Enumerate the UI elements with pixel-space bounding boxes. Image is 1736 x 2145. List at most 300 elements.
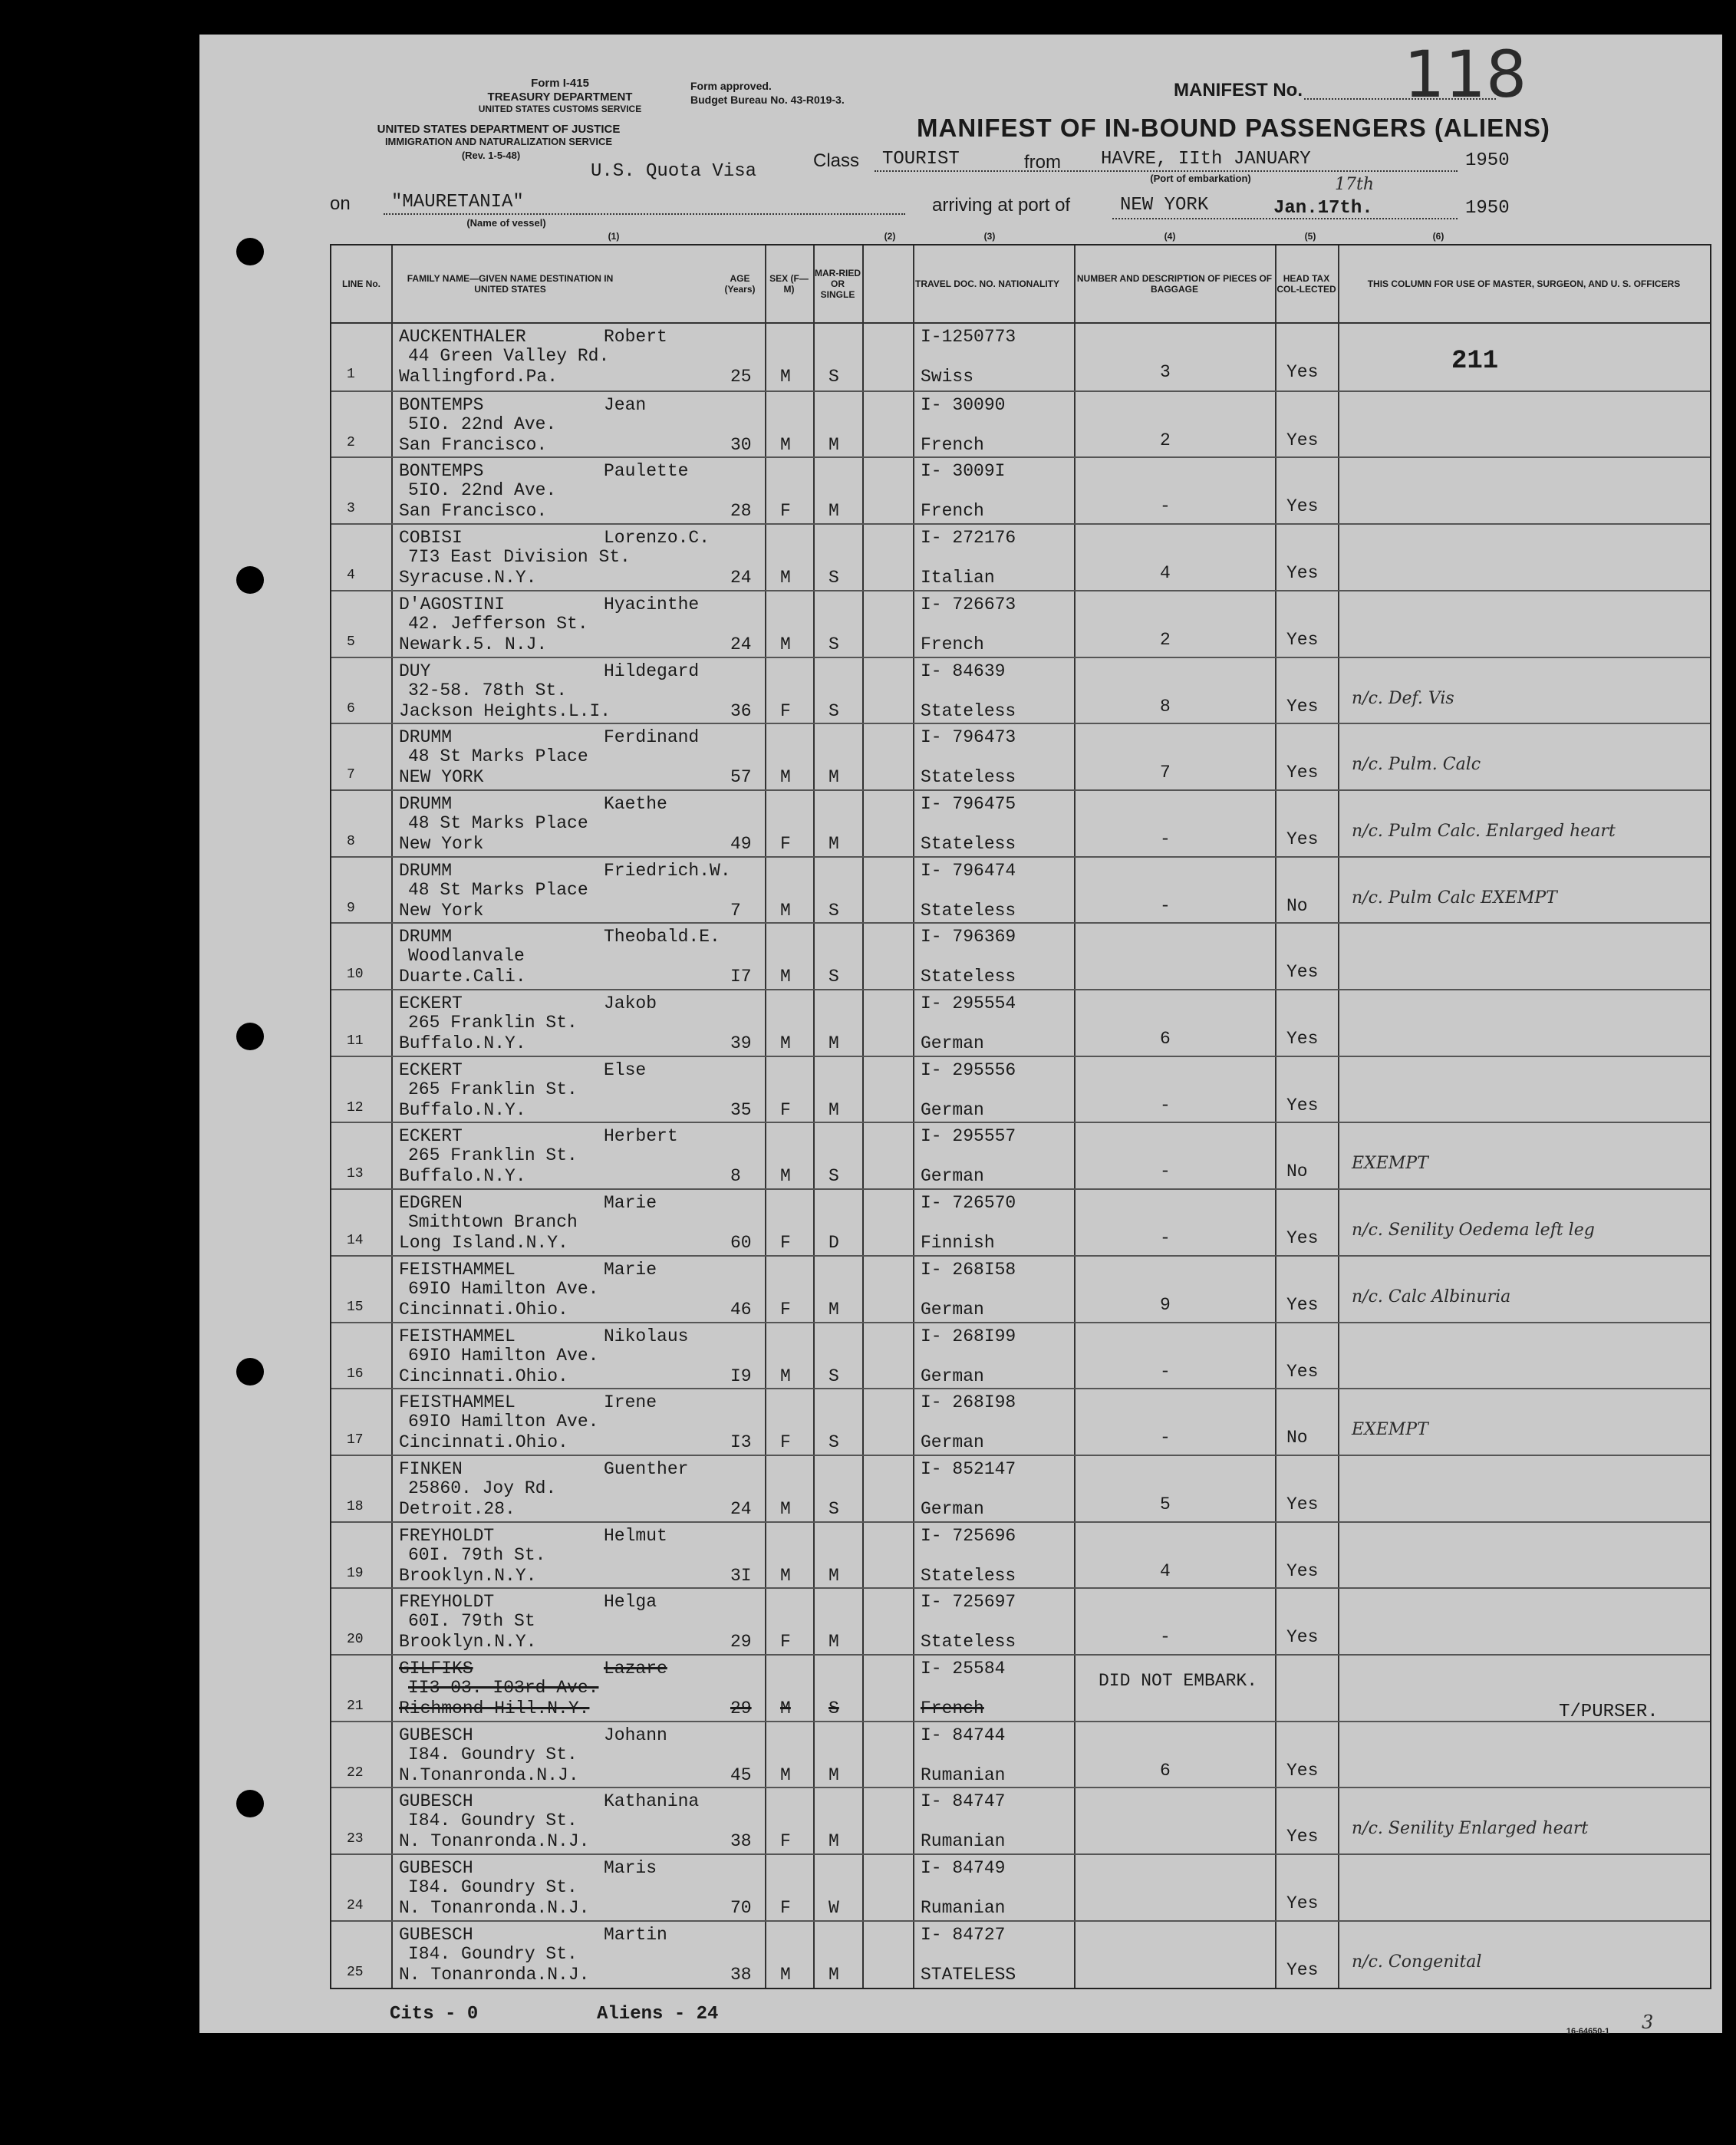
binder-hole [236, 1790, 264, 1817]
given-name: Maris [604, 1858, 657, 1879]
address: 69IO Hamilton Ave. [408, 1278, 599, 1299]
address: 25860. Joy Rd. [408, 1478, 557, 1498]
marital-status: M [828, 1033, 839, 1053]
age: 8 [730, 1166, 741, 1187]
given-name: Hyacinthe [604, 594, 700, 615]
age: 38 [730, 1831, 752, 1852]
baggage-count: - [1160, 1095, 1171, 1115]
travel-doc-no: I- 84749 [921, 1858, 1006, 1879]
destination-city: Cincinnati.Ohio. [399, 1432, 568, 1453]
given-name: Herbert [604, 1126, 678, 1147]
table-row [331, 989, 1710, 1056]
baggage-count: - [1160, 1361, 1171, 1382]
marital-status: M [828, 1764, 839, 1785]
vessel-name: "MAURETANIA" [391, 192, 524, 213]
line-number: 18 [347, 1498, 364, 1514]
line-number: 7 [347, 767, 355, 783]
age: 35 [730, 1099, 752, 1120]
binder-hole [236, 566, 264, 594]
given-name: Hildegard [604, 661, 700, 681]
given-name: Ferdinand [604, 727, 700, 748]
family-name: DRUMM [399, 793, 453, 814]
address: 48 St Marks Place [408, 812, 588, 833]
address: 5IO. 22nd Ave. [408, 414, 557, 434]
treasury-dept: TREASURY DEPARTMENT [487, 91, 633, 104]
address: Woodlanvale [408, 946, 525, 967]
revision: (Rev. 1-5-48) [461, 150, 521, 161]
head-tax: No [1286, 1161, 1308, 1182]
address: 69IO Hamilton Ave. [408, 1412, 599, 1432]
travel-doc-no: I- 852147 [921, 1458, 1016, 1479]
table-row [331, 1388, 1710, 1455]
travel-doc-no: I- 295556 [921, 1059, 1016, 1080]
destination-city: N. Tonanronda.N.J. [399, 1831, 590, 1852]
nationality: Italian [921, 568, 995, 588]
line-number: 16 [347, 1366, 364, 1382]
travel-doc-no: I- 84747 [921, 1791, 1006, 1812]
table-row [331, 1920, 1710, 1987]
age: 57 [730, 767, 752, 788]
col-num-2: (2) [884, 231, 896, 242]
given-name: Paulette [604, 461, 689, 482]
address: 7I3 East Division St. [408, 547, 631, 568]
marital-status: S [828, 1498, 839, 1519]
destination-city: Cincinnati.Ohio. [399, 1366, 568, 1386]
destination-city: Syracuse.N.Y. [399, 568, 537, 588]
line-number: 21 [347, 1699, 364, 1714]
destination-city: Cincinnati.Ohio. [399, 1299, 568, 1320]
age: 30 [730, 434, 752, 455]
manifest-number: 118 [1404, 37, 1527, 112]
head-tax: Yes [1286, 1228, 1319, 1249]
table-row [331, 1322, 1710, 1389]
family-name: GUBESCH [399, 1858, 473, 1879]
table-row [331, 590, 1710, 657]
sex: M [780, 1166, 791, 1187]
line-number: 11 [347, 1033, 364, 1049]
head-tax: Yes [1286, 1361, 1319, 1382]
col-baggage: NUMBER AND DESCRIPTION OF PIECES OF BAGGAGE [1076, 273, 1273, 295]
family-name: GILFIKS [399, 1659, 473, 1679]
destination-city: Brooklyn.N.Y. [399, 1565, 537, 1586]
address: I84. Goundry St. [408, 1943, 578, 1964]
destination-city: N.Tonanronda.N.J. [399, 1764, 579, 1785]
baggage-count: 4 [1160, 563, 1171, 584]
table-row [331, 856, 1710, 923]
table-row [331, 789, 1710, 856]
head-tax: Yes [1286, 1494, 1319, 1514]
travel-doc-no: I- 295557 [921, 1126, 1016, 1147]
table-row [331, 1056, 1710, 1122]
travel-doc-no: I- 25584 [921, 1659, 1006, 1679]
destination-city: Buffalo.N.Y. [399, 1033, 526, 1053]
family-name: BONTEMPS [399, 461, 484, 482]
given-name: Jakob [604, 993, 657, 1013]
line-number: 3 [347, 501, 355, 517]
line-number: 6 [347, 700, 355, 717]
col-sex: SEX (F—M) [769, 273, 809, 295]
sex: F [780, 1831, 791, 1852]
col-num-6: (6) [1432, 231, 1444, 242]
travel-doc-no: I- 84639 [921, 661, 1006, 681]
marital-status: S [828, 634, 839, 654]
nationality: French [921, 434, 984, 455]
address: 42. Jefferson St. [408, 613, 588, 634]
head-tax: Yes [1286, 496, 1319, 517]
line-number: 5 [347, 634, 355, 650]
address: 265 Franklin St. [408, 1145, 578, 1166]
officer-note: n/c. Pulm Calc. Enlarged heart [1352, 821, 1616, 841]
travel-doc-no: I- 268I98 [921, 1392, 1016, 1413]
table-row [331, 1787, 1710, 1853]
baggage-count: 2 [1160, 629, 1171, 650]
table-row [331, 922, 1710, 989]
nationality: German [921, 1366, 984, 1386]
nationality: Swiss [921, 367, 974, 387]
sex: M [780, 967, 791, 987]
travel-doc-no: I- 725697 [921, 1592, 1016, 1613]
nationality: German [921, 1033, 984, 1053]
head-tax: Yes [1286, 629, 1319, 650]
address: 69IO Hamilton Ave. [408, 1345, 599, 1366]
given-name: Martin [604, 1924, 667, 1945]
given-name: Theobald.E. [604, 927, 720, 947]
head-tax: Yes [1286, 430, 1319, 450]
table-row [331, 1853, 1710, 1920]
given-name: Johann [604, 1725, 667, 1745]
address: I84. Goundry St. [408, 1744, 578, 1764]
head-tax: Yes [1286, 829, 1319, 849]
head-tax: Yes [1286, 763, 1319, 783]
col-age: AGE (Years) [724, 273, 756, 295]
marital-status: M [828, 1632, 839, 1652]
destination-city: Detroit.28. [399, 1498, 516, 1519]
baggage-count: DID NOT EMBARK. [1099, 1671, 1258, 1691]
given-name: Lorenzo.C. [604, 528, 710, 549]
family-name: GUBESCH [399, 1725, 473, 1745]
head-tax: No [1286, 895, 1308, 916]
destination-city: Buffalo.N.Y. [399, 1099, 526, 1120]
family-name: FINKEN [399, 1458, 463, 1479]
line-number: 24 [347, 1898, 364, 1914]
address: Smithtown Branch [408, 1212, 578, 1233]
col-line: LINE No. [342, 278, 380, 289]
sex: M [780, 1366, 791, 1386]
head-tax: Yes [1286, 1029, 1319, 1049]
officer-note: n/c. Def. Vis [1352, 688, 1454, 708]
family-name: D'AGOSTINI [399, 594, 506, 615]
line-number: 17 [347, 1432, 364, 1448]
sex: F [780, 1632, 791, 1652]
sex: M [780, 568, 791, 588]
family-name: COBISI [399, 528, 463, 549]
nationality: Stateless [921, 1565, 1016, 1586]
head-tax: Yes [1286, 1095, 1319, 1115]
table-row [331, 523, 1710, 590]
destination-city: Duarte.Cali. [399, 967, 526, 987]
line-number: 22 [347, 1764, 364, 1781]
baggage-count: - [1160, 1161, 1171, 1182]
nationality: French [921, 1699, 984, 1718]
marital-status: D [828, 1233, 839, 1254]
travel-doc-no: I- 725696 [921, 1525, 1016, 1546]
travel-doc-no: I- 30090 [921, 394, 1006, 415]
given-name: Irene [604, 1392, 657, 1413]
given-name: Lazare [604, 1659, 667, 1679]
class-value: TOURIST [882, 149, 960, 170]
arrival-year: 1950 [1465, 198, 1510, 219]
col-name: FAMILY NAME—GIVEN NAME DESTINATION IN UNITED STATES [407, 273, 614, 295]
age: 24 [730, 634, 752, 654]
line-number: 19 [347, 1565, 364, 1581]
given-name: Marie [604, 1259, 657, 1280]
baggage-count: 6 [1160, 1029, 1171, 1049]
from-label: from [1024, 152, 1061, 173]
officer-note: EXEMPT [1352, 1154, 1428, 1174]
table-row [331, 1255, 1710, 1322]
sex: F [780, 1099, 791, 1120]
family-name: EDGREN [399, 1193, 463, 1214]
age: 25 [730, 367, 752, 387]
officer-note: n/c. Pulm. Calc [1352, 755, 1481, 775]
nationality: Stateless [921, 1632, 1016, 1652]
travel-doc-no: I- 84744 [921, 1725, 1006, 1745]
marital-status: S [828, 900, 839, 921]
table-row [331, 1122, 1710, 1188]
head-tax: Yes [1286, 1760, 1319, 1781]
officer-note: n/c. Senility Oedema left leg [1352, 1221, 1595, 1241]
baggage-count: 7 [1160, 763, 1171, 783]
baggage-count: 4 [1160, 1560, 1171, 1581]
travel-doc-no: I- 3009I [921, 461, 1006, 482]
table-row [331, 657, 1710, 723]
baggage-count: 3 [1160, 362, 1171, 382]
baggage-count: - [1160, 895, 1171, 916]
sex: F [780, 501, 791, 522]
age: 60 [730, 1233, 752, 1254]
destination-city: San Francisco. [399, 434, 548, 455]
address: 48 St Marks Place [408, 746, 588, 767]
binder-hole [236, 238, 264, 265]
marital-status: S [828, 568, 839, 588]
table-row [331, 1721, 1710, 1788]
head-tax: No [1286, 1428, 1308, 1448]
table-row [331, 324, 1710, 389]
table-row [331, 723, 1710, 789]
marital-status: M [828, 1299, 839, 1320]
nationality: German [921, 1432, 984, 1453]
col-num-3: (3) [983, 231, 996, 242]
family-name: DRUMM [399, 927, 453, 947]
nationality: German [921, 1299, 984, 1320]
travel-doc-no: I-1250773 [921, 327, 1016, 347]
nationality: German [921, 1099, 984, 1120]
sex: M [780, 367, 791, 387]
sex: M [780, 900, 791, 921]
destination-city: Newark.5. N.J. [399, 634, 548, 654]
travel-doc-no: I- 268I58 [921, 1259, 1016, 1280]
sex: F [780, 833, 791, 854]
family-name: AUCKENTHALER [399, 327, 526, 347]
nationality: Stateless [921, 900, 1016, 921]
address: I84. Goundry St. [408, 1811, 578, 1831]
officer-note: n/c. Congenital [1352, 1952, 1482, 1972]
given-name: Friedrich.W. [604, 860, 731, 881]
travel-doc-no: I- 272176 [921, 528, 1016, 549]
given-name: Kaethe [604, 793, 667, 814]
age: 3I [730, 1565, 752, 1586]
family-name: FEISTHAMMEL [399, 1326, 516, 1346]
marital-status: W [828, 1898, 839, 1919]
given-name: Robert [604, 327, 667, 347]
sex: M [780, 434, 791, 455]
sex: M [780, 1764, 791, 1785]
marital-status: M [828, 1099, 839, 1120]
nationality: Stateless [921, 833, 1016, 854]
aliens-count: Aliens - 24 [597, 2004, 719, 2025]
table-row [331, 1521, 1710, 1588]
sex: M [780, 1565, 791, 1586]
family-name: FREYHOLDT [399, 1525, 495, 1546]
nationality: Rumanian [921, 1898, 1006, 1919]
arrival-line [1112, 218, 1458, 219]
sex: M [780, 1964, 791, 1985]
line-number: 9 [347, 900, 355, 916]
visa-type: U.S. Quota Visa [591, 161, 757, 182]
vessel-line [384, 213, 905, 215]
line-number: 10 [347, 967, 364, 983]
nationality: Stateless [921, 967, 1016, 987]
address: 265 Franklin St. [408, 1013, 578, 1033]
col-head-tax: HEAD TAX COL-LECTED [1276, 273, 1336, 295]
head-tax: Yes [1286, 563, 1319, 584]
destination-city: New York [399, 833, 484, 854]
col-num-4: (4) [1164, 231, 1176, 242]
given-name: Kathanina [604, 1791, 700, 1812]
travel-doc-no: I- 796473 [921, 727, 1016, 748]
officer-note: EXEMPT [1352, 1420, 1428, 1440]
marital-status: M [828, 833, 839, 854]
age: 7 [730, 900, 741, 921]
arriving-label: arriving at port of [932, 195, 1071, 216]
head-tax: Yes [1286, 1560, 1319, 1581]
age: 24 [730, 1498, 752, 1519]
age: 70 [730, 1898, 752, 1919]
travel-doc-no: I- 84727 [921, 1924, 1006, 1945]
baggage-count: 6 [1160, 1760, 1171, 1781]
given-name: Marie [604, 1193, 657, 1214]
nationality: French [921, 634, 984, 654]
travel-doc-no: I- 796475 [921, 793, 1016, 814]
class-label: Class [813, 150, 860, 171]
address: 5IO. 22nd Ave. [408, 480, 557, 501]
officer-note: 211 [1451, 347, 1499, 376]
family-name: FEISTHAMMEL [399, 1392, 516, 1413]
justice-dept: UNITED STATES DEPARTMENT OF JUSTICE [377, 123, 621, 136]
marital-status: M [828, 1565, 839, 1586]
line-number: 2 [347, 434, 355, 450]
sex: M [780, 1498, 791, 1519]
table-row [331, 1188, 1710, 1255]
nationality: Rumanian [921, 1764, 1006, 1785]
age: 49 [730, 833, 752, 854]
marital-status: M [828, 1964, 839, 1985]
line-number: 4 [347, 568, 355, 584]
marital-status: S [828, 1699, 839, 1718]
destination-city: Buffalo.N.Y. [399, 1166, 526, 1187]
binder-hole [236, 1023, 264, 1050]
officer-note: n/c. Calc Albinuria [1352, 1287, 1511, 1306]
line-number: 15 [347, 1299, 364, 1315]
age: I9 [730, 1366, 752, 1386]
family-name: BONTEMPS [399, 394, 484, 415]
address: 60I. 79th St [408, 1611, 535, 1632]
head-tax: Yes [1286, 1827, 1319, 1847]
age: 24 [730, 568, 752, 588]
head-tax: Yes [1286, 1627, 1319, 1648]
marital-status: S [828, 1166, 839, 1187]
form-code: 16-64650-1 [1566, 2027, 1610, 2036]
destination-city: N. Tonanronda.N.J. [399, 1964, 590, 1985]
marital-status: M [828, 434, 839, 455]
marital-status: M [828, 767, 839, 788]
travel-doc-no: I- 726570 [921, 1193, 1016, 1214]
vessel-note: (Name of vessel) [466, 217, 546, 229]
given-name: Guenther [604, 1458, 689, 1479]
head-tax: Yes [1286, 962, 1319, 983]
nationality: Rumanian [921, 1831, 1006, 1852]
address: 32-58. 78th St. [408, 680, 568, 700]
travel-doc-no: I- 796369 [921, 927, 1016, 947]
age: 46 [730, 1299, 752, 1320]
head-tax: Yes [1286, 1294, 1319, 1315]
family-name: DRUMM [399, 860, 453, 881]
address: II3-03. I03rd Ave. [408, 1678, 599, 1698]
baggage-count: - [1160, 496, 1171, 517]
form-number: Form I-415 [531, 77, 589, 90]
head-tax: Yes [1286, 1893, 1319, 1914]
marital-status: S [828, 967, 839, 987]
sex: F [780, 1432, 791, 1453]
given-name: Helga [604, 1592, 657, 1613]
age: 29 [730, 1699, 752, 1718]
baggage-count: - [1160, 1428, 1171, 1448]
age: 38 [730, 1964, 752, 1985]
sex: M [780, 767, 791, 788]
marital-status: S [828, 1432, 839, 1453]
travel-doc-no: I- 726673 [921, 594, 1016, 615]
baggage-count: 2 [1160, 430, 1171, 450]
nationality: German [921, 1498, 984, 1519]
family-name: GUBESCH [399, 1924, 473, 1945]
age: 28 [730, 501, 752, 522]
line-number: 12 [347, 1099, 364, 1115]
budget-bureau: Budget Bureau No. 43-R019-3. [690, 94, 845, 106]
officer-note: n/c. Pulm Calc EXEMPT [1352, 888, 1557, 908]
baggage-count: - [1160, 829, 1171, 849]
sex: F [780, 1233, 791, 1254]
family-name: ECKERT [399, 1059, 463, 1080]
officer-note: T/PURSER. [1559, 1702, 1659, 1722]
baggage-count: 9 [1160, 1294, 1171, 1315]
family-name: DRUMM [399, 727, 453, 748]
sex: M [780, 1033, 791, 1053]
line-number: 23 [347, 1831, 364, 1847]
age: I3 [730, 1432, 752, 1453]
table-row [331, 390, 1710, 457]
given-name: Helmut [604, 1525, 667, 1546]
family-name: ECKERT [399, 993, 463, 1013]
